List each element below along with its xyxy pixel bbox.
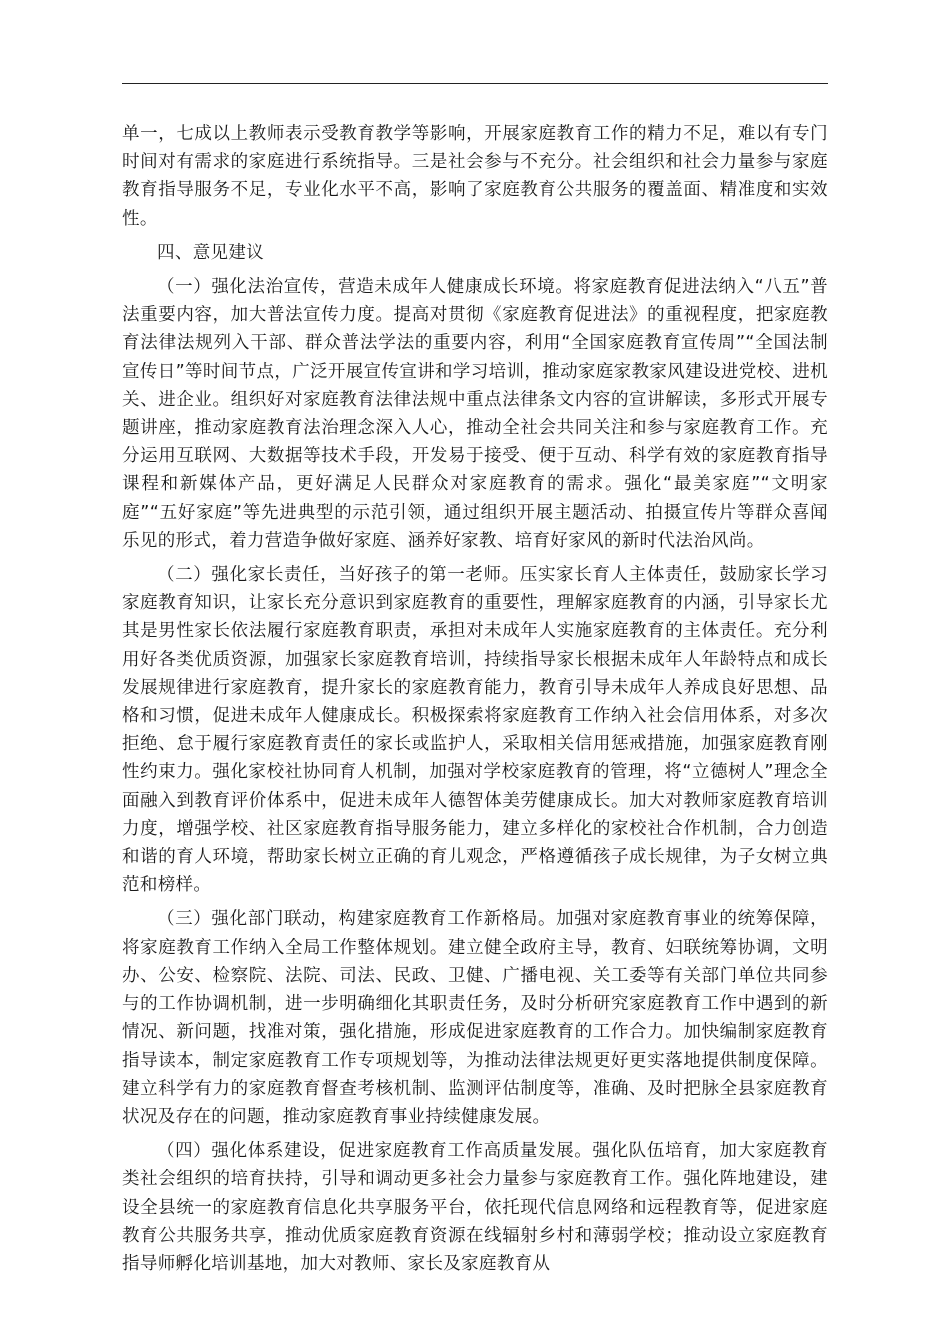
section-heading: 四、意见建议	[157, 242, 265, 263]
paragraph-3: （三）强化部门联动，构建家庭教育工作新格局。加强对家庭教育事业的统筹保障，将家庭教育工作纳入全局工作整体规划。建立健全政府主导，教育、妇联统筹协调，文明办、公安、检察院、法院、司法、民政、卫健、广播电视、关工委等有关部门单位共同参与的工作协调机制，进一步明确细化其职责任务，及时分析研究家庭教育工作中遇到的新情况、新问题，找准对策，强化措施，形成促进家庭教育的工作合力。加快编制家庭教育指导读本，制定家庭教育工作专项规划等，为推动法律法规更好更实落地提供制度保障。建立科学有力的家庭教育督查考核机制、监测评估制度等，准确、及时把脉全县家庭教育状况及存在的问题，推动家庭教育事业持续健康发展。	[122, 909, 828, 1127]
paragraph-4: （四）强化体系建设，促进家庭教育工作高质量发展。强化队伍培育，加大家庭教育类社会组织的培育扶持，引导和调动更多社会力量参与家庭教育工作。强化阵地建设，建设全县统一的家庭教育信息化共享服务平台，依托现代信息网络和远程教育等，促进家庭教育公共服务共享，推动优质家庭教育资源在线辐射乡村和薄弱学校；推动设立家庭教育指导师孵化培训基地，加大对教师、家长及家庭教育从	[122, 1141, 828, 1274]
document-body	[122, 120, 828, 1284]
header-rule	[122, 83, 828, 84]
paragraph-2: （二）强化家长责任，当好孩子的第一老师。压实家长育人主体责任，鼓励家长学习家庭教育知识，让家长充分意识到家庭教育的重要性，理解家庭教育的内涵，引导家长尤其是男性家长依法履行家庭教育职责，承担对未成年人实施家庭教育的主体责任。充分利用好各类优质资源，加强家长家庭教育培训，持续指导家长根据未成年人年龄特点和成长发展规律进行家庭教育，提升家长的家庭教育能力，教育引导未成年人养成良好思想、品格和习惯，促进未成年人健康成长。积极探索将家庭教育工作纳入社会信用体系，对多次拒绝、怠于履行家庭教育责任的家长或监护人，采取相关信用惩戒措施，加强家庭教育刚性约束力。强化家校社协同育人机制，加强对学校家庭教育的管理，将“立德树人”理念全面融入到教育评价体系中，促进未成年人德智体美劳健康成长。加大对教师家庭教育培训力度，增强学校、社区家庭教育指导服务能力，建立多样化的家校社合作机制，合力创造和谐的育人环境，帮助家长树立正确的育儿观念，严格遵循孩子成长规律，为子女树立典范和榜样。	[122, 565, 828, 896]
paragraph-1: （一）强化法治宣传，营造未成年人健康成长环境。将家庭教育促进法纳入“八五”普法重要内容，加大普法宣传力度。提高对贯彻《家庭教育促进法》的重视程度，把家庭教育法律法规列入干部、群众普法学法的重要内容，利用“全国家庭教育宣传周”“全国法制宣传日”等时间节点，广泛开展宣传宣讲和学习培训，推动家庭家教家风建设进党校、进机关、进企业。组织好对家庭教育法律法规中重点法律条文内容的宣讲解读，多形式开展专题讲座，推动家庭教育法治理念深入人心，推动全社会共同关注和参与家庭教育工作。充分运用互联网、大数据等技术手段，开发易于接受、便于互动、科学有效的家庭教育指导课程和新媒体产品，更好满足人民群众对家庭教育的需求。强化“最美家庭”“文明家庭”“五好家庭”等先进典型的示范引领，通过组织开展主题活动、拍摄宣传片等群众喜闻乐见的形式，着力营造争做好家庭、涵养好家教、培育好家风的新时代法治风尚。	[122, 277, 828, 551]
paragraph-continuation: 单一，七成以上教师表示受教育教学等影响，开展家庭教育工作的精力不足，难以有专门时间对有需求的家庭进行系统指导。三是社会参与不充分。社会组织和社会力量参与家庭教育指导服务不足，专业化水平不高，影响了家庭教育公共服务的覆盖面、精准度和实效性。	[122, 124, 828, 229]
